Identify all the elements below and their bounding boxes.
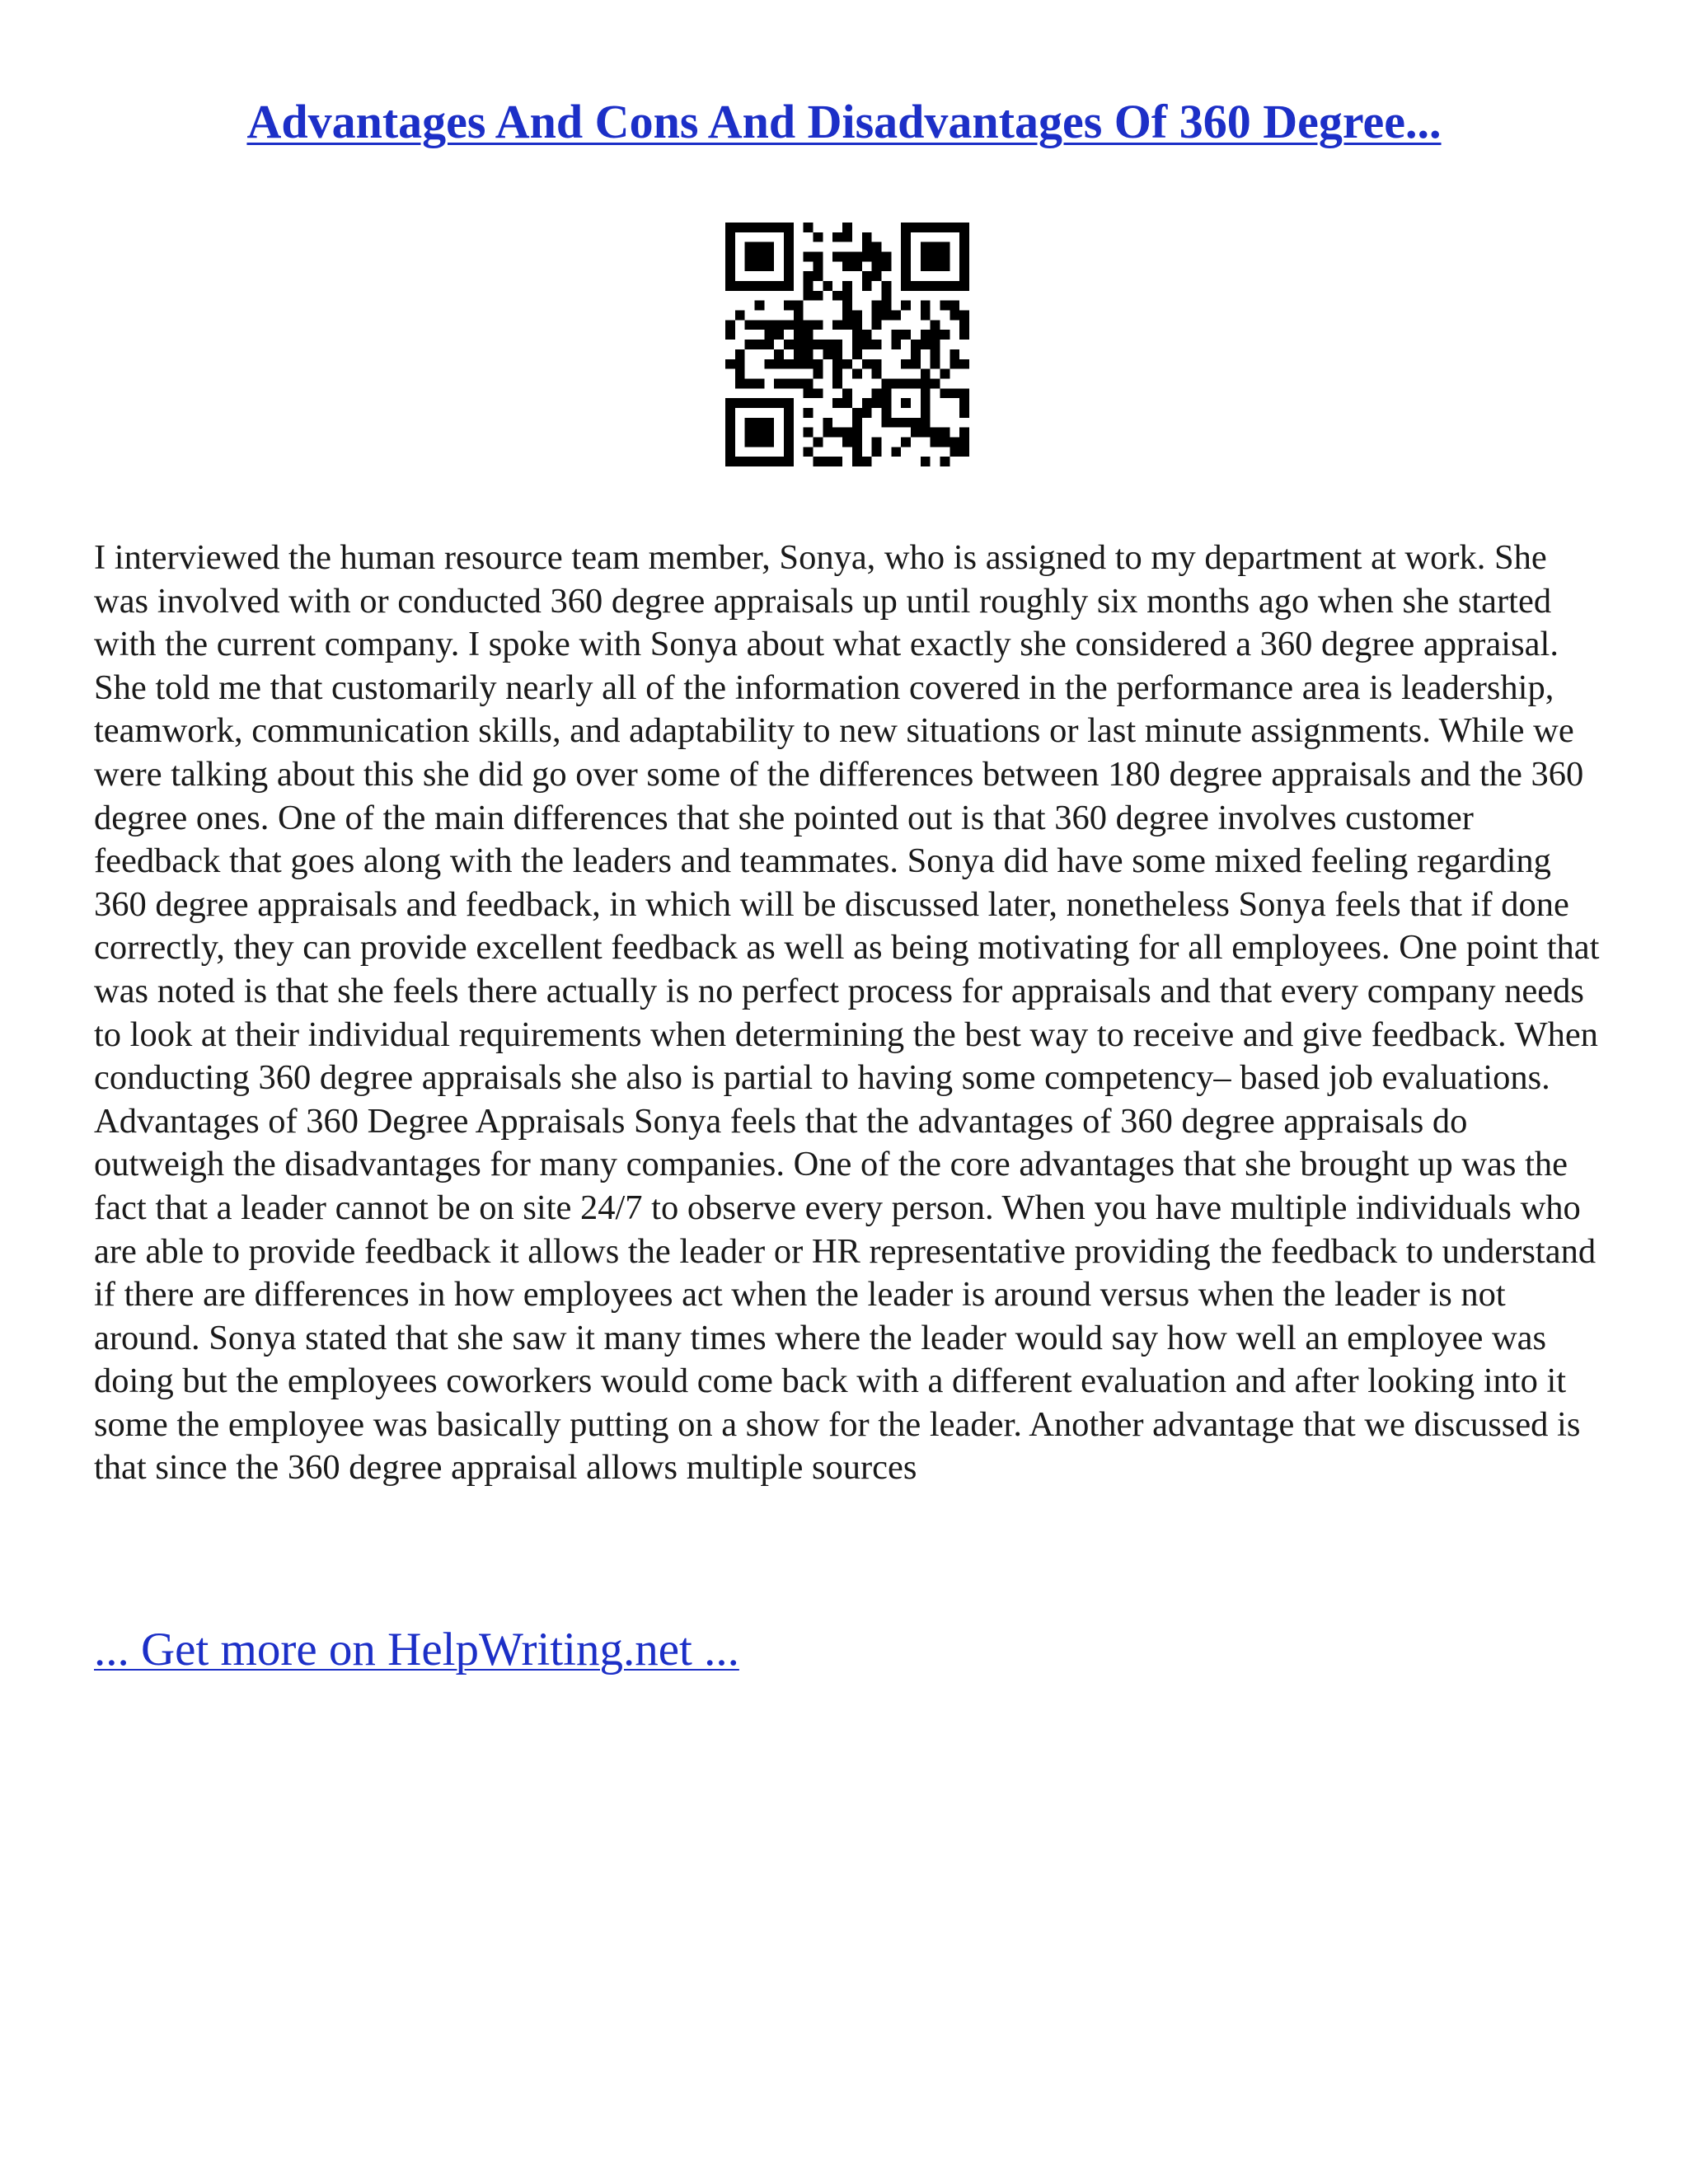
qr-code-image <box>725 223 969 466</box>
get-more-link[interactable]: ... Get more on HelpWriting.net ... <box>94 1624 739 1675</box>
article-body: I interviewed the human resource team member, Sonya, who is assigned to my department at work. She was involved with or conducted 360 degree appraisals up until roughly six months ago when she started with the current company. I spoke with Sonya about what exactly she considered a 360 degree appraisal. She told me that customarily nearly all of the information covered in the performance area is leadership, teamwork, communication skills, and adaptability to new situations or last minute assignments. While we were talking about this she did go over some of the differences between 180 degree appraisals and the 360 degree ones. One of the main differences that she pointed out is that 360 degree involves customer feedback that goes along with the leaders and teammates. Sonya did have some mixed feeling regarding 360 degree appraisals and feedback, in which will be discussed later, nonetheless Sonya feels that if done correctly, they can provide excellent feedback as well as being motivating for all employees. One point that was noted is that she feels there actually is no perfect process for appraisals and that every company needs to look at their individual requirements when determining the best way to receive and give feedback. When conducting 360 degree appraisals she also is partial to having some competency– based job evaluations. Advantages of 360 Degree Appraisals Sonya feels that the advantages of 360 degree appraisals do outweigh the disadvantages for many companies. One of the core advantages that she brought up was the fact that a leader cannot be on site 24/7 to observe every person. When you have multiple individuals who are able to provide feedback it allows the leader or HR representative providing the feedback to understand if there are differences in how employees act when the leader is around versus when the leader is not around. Sonya stated that she saw it many times where the leader would say how well an employee was doing but the employees coworkers would come back with a different evaluation and after looking into it some the employee was basically putting on a show for the leader. Another advantage that we discussed is that since the 360 degree appraisal allows multiple sources <box>94 538 1600 1488</box>
document-title-link[interactable]: Advantages And Cons And Disadvantages Of 360 Degree... <box>246 95 1442 148</box>
